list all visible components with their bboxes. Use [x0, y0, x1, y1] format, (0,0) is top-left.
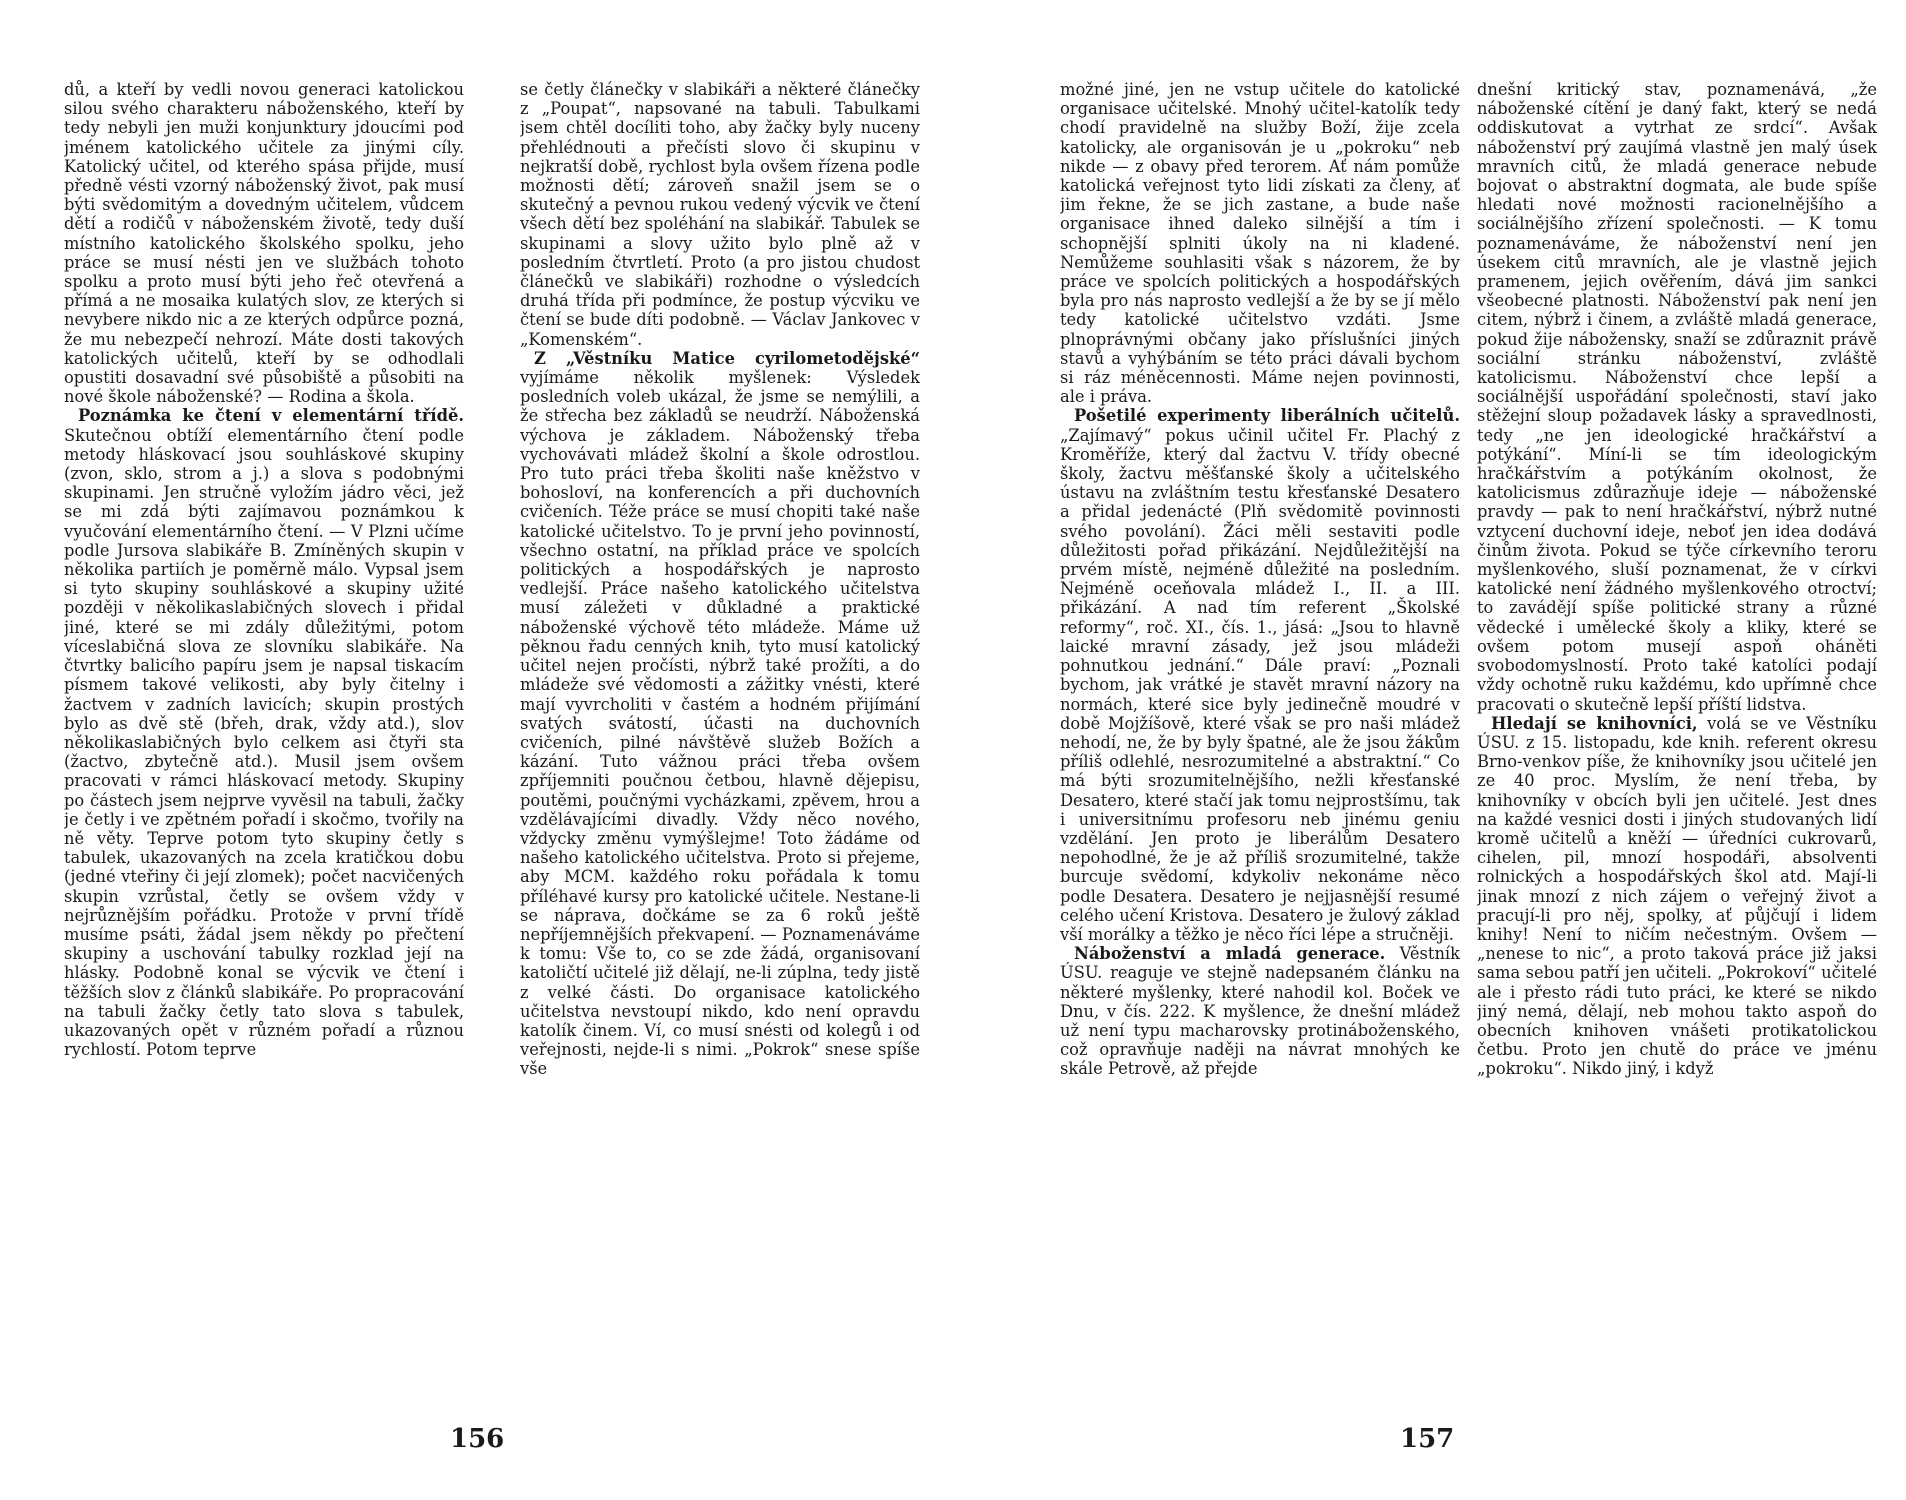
- paragraph-text: Skutečnou obtíží elementárního čtení podle metody hláskovací jsou souhláskové skupiny (zvon, sklo, strom a j.) a slova s podobnými skupinami. Jen stručně vyložím jádro věci, jež se mi zdá býti zajímavou poznámkou k vyučování elementárního čtení. — V Plzni učíme podle Jursova slabikáře B. Zmíněných skupin v několika partiích je poměrně málo. Vypsal jsem si tyto skupiny souhláskové a skupiny užité později v několikaslabičných slovech i přidal jiné, které se mi zdály důležitými, potom víceslabičná slova ze slovníku slabikáře. Na čtvrtky balicího papíru jsem je napsal tiskacím písmem takové velikosti, aby byly čitelny i žactvem v zadních lavicích; skupin prostých bylo as dvě stě (břeh, drak, vždy atd.), slov několikaslabičných bylo celkem asi čtyři sta (žactvo, zbytečně atd.). Musil jsem ovšem pracovati v rámci hláskovací metody. Skupiny po částech jsem nejprve vyvěsil na tabuli, žačky je četly i ve zpětném pořadí i skočmo, tvořily na ně věty. Teprve potom tyto skupiny četly s tabulek, ukazovaných na zcela kratičkou dobu (jedné vteřiny či její zlomek); počet nacvičených skupin vzrůstal, četly se ovšem vždy v nejrůznějším pořádku. Protože v první třídě musíme psáti, žádal jsem někdy po přečtení skupiny a uschování tabulky rozklad její na hlásky. Podobně konal se výcvik ve čtení i těžších slov z článků slabikáře. Po propracování na tabuli žačky četly tato slova s tabulek, ukazovaných opět v různém pořadí a různou rychlostí. Potom teprve: [64, 425, 464, 1060]
- article-heading: Z „Věstníku Matice cyrilometodějské“: [534, 348, 920, 368]
- paragraph-text: vyjímáme několik myšlenek: Výsledek posledních voleb ukázal, že jsme se nemýlili, a že střecha bez základů se neudrží. Náboženská výchova je základem. Náboženský třeba vychovávati mládež školní a škole odrostlou. Pro tuto práci třeba školiti naše kněžstvo v bohosloví, na konferencích a při duchovních cvičeních. Téže práce se musí chopiti také naše katolické učitelstvo. To je první jeho povinností, všechno ostatní, na příklad práce ve spolcích politických a hospodářských je naprosto vedlejší. Práce našeho katolického učitelstva musí záležeti v důkladné a praktické náboženské výchově této mládeže. Máme už pěknou řadu cenných knih, tyto musí katolický učitel nejen pročísti, nýbrž také prožíti, a do mládeže své vědomosti a zážitky vnésti, které mají vyvrcholiti v častém a hodném přijímání svatých svátostí, účasti na duchovních cvičeních, pilné návštěvě služeb Božích a kázání. Tuto vážnou práci třeba ovšem zpříjemniti poučnou četbou, hlavně dějepisu, poutěmi, poučnými vycházkami, zpěvem, hrou a vzdělávajícími divadly. Vždy něco nového, vždycky změnu vymýšlejme! Toto žádáme od našeho katolického učitelstva. Proto si přejeme, aby MCM. každého roku pořádala k tomu příléhavé kursy pro katolické učitele. Nestane-li se náprava, dočkáme se za 6 roků ještě nepříjemnějších překvapení. — Poznamenáváme k tomu: Vše to, co se zde žádá, organisovaní katoličtí učitelé již dělají, ne-li zúplna, tedy jistě z velké části. Do organisace katolického učitelstva nevstoupí nikdo, kdo není opravdu katolík činem. Ví, co musí snésti od kolegů i od veřejnosti, nejde-li s nimi. „Pokrok“ snese spíše vše: [520, 368, 920, 1079]
- paragraph: [520, 80, 920, 349]
- right-page: [1040, 0, 1906, 1500]
- paragraph: [1060, 80, 1460, 406]
- article-paragraph: [520, 349, 920, 1079]
- left-page-column-2: [520, 80, 920, 1410]
- right-page-number: 157: [1400, 1424, 1455, 1454]
- article-heading: Hledají se knihovníci,: [1491, 713, 1698, 733]
- right-page-column-1: [1060, 80, 1460, 1410]
- paragraph-text: „Zajímavý“ pokus učinil učitel Fr. Plachý z Kroměříže, který dal žactvu V. třídy obecné školy, žactvu měšťanské školy a učitelského ústavu na zvláštním testu křesťanské Desatero a přidal jedenácté (Plň svědomitě povinnosti svého povolání). Žáci měli sestaviti podle důležitosti pořad přikázání. Nejdůležitější na prvém místě, nejméně důležité na posledním. Nejméně oceňovala mládež I., II. a III. přikázání. A nad tím referent „Školské reformy“, roč. XI., čís. 1., jásá: „Jsou to hlavně laické mravní zásady, jež jsou mládeži pohnutkou jednání.“ Dále praví: „Poznali bychom, jak vrátké je stavět mravní názory na normách, které sice byly jedinečně moudré v době Mojžíšově, které však se pro naši mládež nehodí, ne, že by byly špatné, ale že jsou žákům příliš odlehlé, nesrozumitelné a abstraktní.“ Co má býti srozumitelnějšího, nežli křesťanské Desatero, které stačí jak tomu nejprostšímu, tak i universitnímu profesoru neb jinému geniu vzdělání. Jen proto je liberálům Desatero nepohodlné, že je až příliš srozumitelné, takže burcuje svědomí, kdykoliv nekonáme něco podle Desatera. Desatero je nejjasnější resumé celého učení Kristova. Desatero je žulový základ vší morálky a těžko je něco říci lépe a stručněji.: [1060, 425, 1460, 944]
- right-page-column-2: [1477, 80, 1877, 1410]
- article-heading: Pošetilé experimenty liberálních učitelů.: [1074, 406, 1460, 426]
- article-paragraph: [64, 406, 464, 1059]
- left-page-column-1: [64, 80, 464, 1410]
- article-paragraph: [1060, 406, 1460, 944]
- paragraph-text: možné jiné, jen ne vstup učitele do katolické organisace učitelské. Mnohý učitel-katolík tedy chodí pravidelně na služby Boží, žije zcela katolicky, ale organisován je u „pokroku“ neb nikde — z obavy před terorem. Ať nám pomůže katolická veřejnost tyto lidi získati za členy, ať jim řekne, že se jich zastane, a bude naše organisace ihned daleko silnější a tím i schopnější splniti úkoly na ni kladené. Nemůžeme souhlasiti však s názorem, že by práce ve spolcích politických a hospodářských byla pro nás naprosto vedlejší a že by se jí mělo tedy katolické učitelstvo vzdáti. Jsme plnoprávnými občany jako příslušníci jiných stavů a vyhýbáním se této práci dávali bychom si ráz méněcennosti. Máme nejen povinnosti, ale i práva.: [1060, 80, 1460, 407]
- article-paragraph: [1477, 714, 1877, 1079]
- paragraph: [64, 80, 464, 406]
- paragraph-text: Věstník ÚSU. reaguje ve stejně nadepsaném článku na některé myšlenky, které nahodil kol. Boček ve Dnu, v čís. 222. K myšlence, že dnešní mládež už není typu macharovsky protináboženského, což opravňuje naději na návrat mnohých ke skále Petrově, až přejde: [1060, 944, 1460, 1079]
- paragraph-text: dů, a kteří by vedli novou generaci katolickou silou svého charakteru náboženského, kteří by tedy nebyli jen muži konjunktury jdoucími pod jménem katolického učitele za jinými cíly. Katolický učitel, od kterého spása přijde, musí předně vésti vzorný náboženský život, pak musí býti svědomitým a dovedným učitelem, vůdcem dětí a rodičů v náboženském životě, tedy duší místního katolického školského spolku, jeho práce se musí nésti jen ve službách tohoto spolku a proto musí býti jeho řeč otevřená a přímá a ne mosaika kulatých slov, ze kterých si nevybere nikdo nic a ze kterých odpůrce pozná, že mu nebezpečí nehrozí. Máte dosti takových katolických učitelů, kteří by se odhodlali opustiti dosavadní své působiště a působiti na nové škole náboženské? — Rodina a škola.: [64, 80, 464, 407]
- article-heading: Náboženství a mladá generace.: [1074, 944, 1386, 964]
- paragraph-text: se četly článečky v slabikáři a některé článečky z „Poupat“, napsované na tabuli. Tabulkami jsem chtěl docíliti toho, aby žačky byly nuceny přehlédnouti a přečísti slovo či skupinu v nejkratší době, rychlost byla ovšem řízena podle možnosti dětí; zároveň snažil jsem se o skutečný a pevnou rukou vedený výcvik ve čtení všech dětí bez spoléhání na slabikář. Tabulek se skupinami a slovy užito bylo plně až v posledním čtvrtletí. Proto (a pro jistou chudost článečků ve slabikáři) rozhodne o výsledcích druhá třída při podmínce, že postup výcviku ve čtení se bude díti podobně. — Václav Jankovec v „Komenském“.: [520, 80, 920, 349]
- article-paragraph: [1060, 944, 1460, 1078]
- paragraph-text: volá se ve Věstníku ÚSU. z 15. listopadu, kde knih. referent okresu Brno-venkov píše, že knihovníky jsou učitelé jen ze 40 proc. Myslím, že není třeba, by knihovníky v obcích byli jen učitelé. Jest dnes na každé vesnici dosti i jiných studovaných lidí kromě učitelů a kněží — úředníci cukrovarů, cihelen, pil, mnozí hospodáři, absolventi rolnických a hospodářských škol atd. Mají-li jinak mnozí z nich zájem o veřejný život a pracují-li pro něj, spolky, ať půjčují i lidem knihy! Není to ničím nečestným. Ovšem — „nenese to nic“, a proto taková práce již jaksi sama sebou patří jen učiteli. „Pokrokoví“ učitelé ale i přesto rádi tuto práci, ke které se nikdo jiný nemá, dělají, neb mohou takto aspoň do obecních knihoven vnášeti protikatolickou četbu. Proto jen chutě do práce ve jménu „pokroku“. Nikdo jiný, i když: [1477, 713, 1877, 1079]
- article-heading: Poznámka ke čtení v elementární třídě.: [78, 406, 464, 426]
- paragraph-text: dnešní kritický stav, poznamenává, „že náboženské cítění je daný fakt, který se nedá oddiskutovat a vytrhat ze srdcí“. Avšak náboženství prý zaujímá vlastně jen malý úsek mravních citů, že mladá generace nebude bojovat o abstraktní dogmata, ale bude spíše hledati nové možnosti racionelnějšího a sociálnějšího zřízení společnosti. — K tomu poznamenáváme, že náboženství není jen úsekem citů mravních, ale je vlastně jejich pramenem, jejich ověřením, dává jim sankci všeobecné platnosti. Náboženství pak není jen citem, nýbrž i činem, a zvláště mladá generace, pokud žije nábožensky, snaží se zdůraznit právě sociální stránku náboženství, zvláště katolicismu. Náboženství chce lepší a sociálnější uspořádání společnosti, staví jako stěžejní sloup požadavek lásky a spravedlnosti, tedy „ne jen ideologické hračkářství a potýkání“. Míní-li se tím ideologickým hračkářstvím a potýkáním okolnost, že katolicismus zdůrazňuje ideje — náboženské pravdy — pak to není hračkářství, nýbrž nutné vztycení duchovní ideje, neboť jen idea dodává činům života. Pokud se týče církevního teroru myšlenkového, sluší poznamenat, že v církvi katolické není žádného myšlenkového otroctví; to zavádějí spíše politické strany a různé vědecké i umělecké školy a kliky, které se ovšem potom musejí aspoň oháněti svobodomyslností. Proto také katolíci podají vždy ochotně ruku každému, kdo upřímně chce pracovati o skutečně lepší příští lidstva.: [1477, 80, 1877, 714]
- left-page-number: 156: [450, 1424, 505, 1454]
- paragraph: [1477, 80, 1877, 714]
